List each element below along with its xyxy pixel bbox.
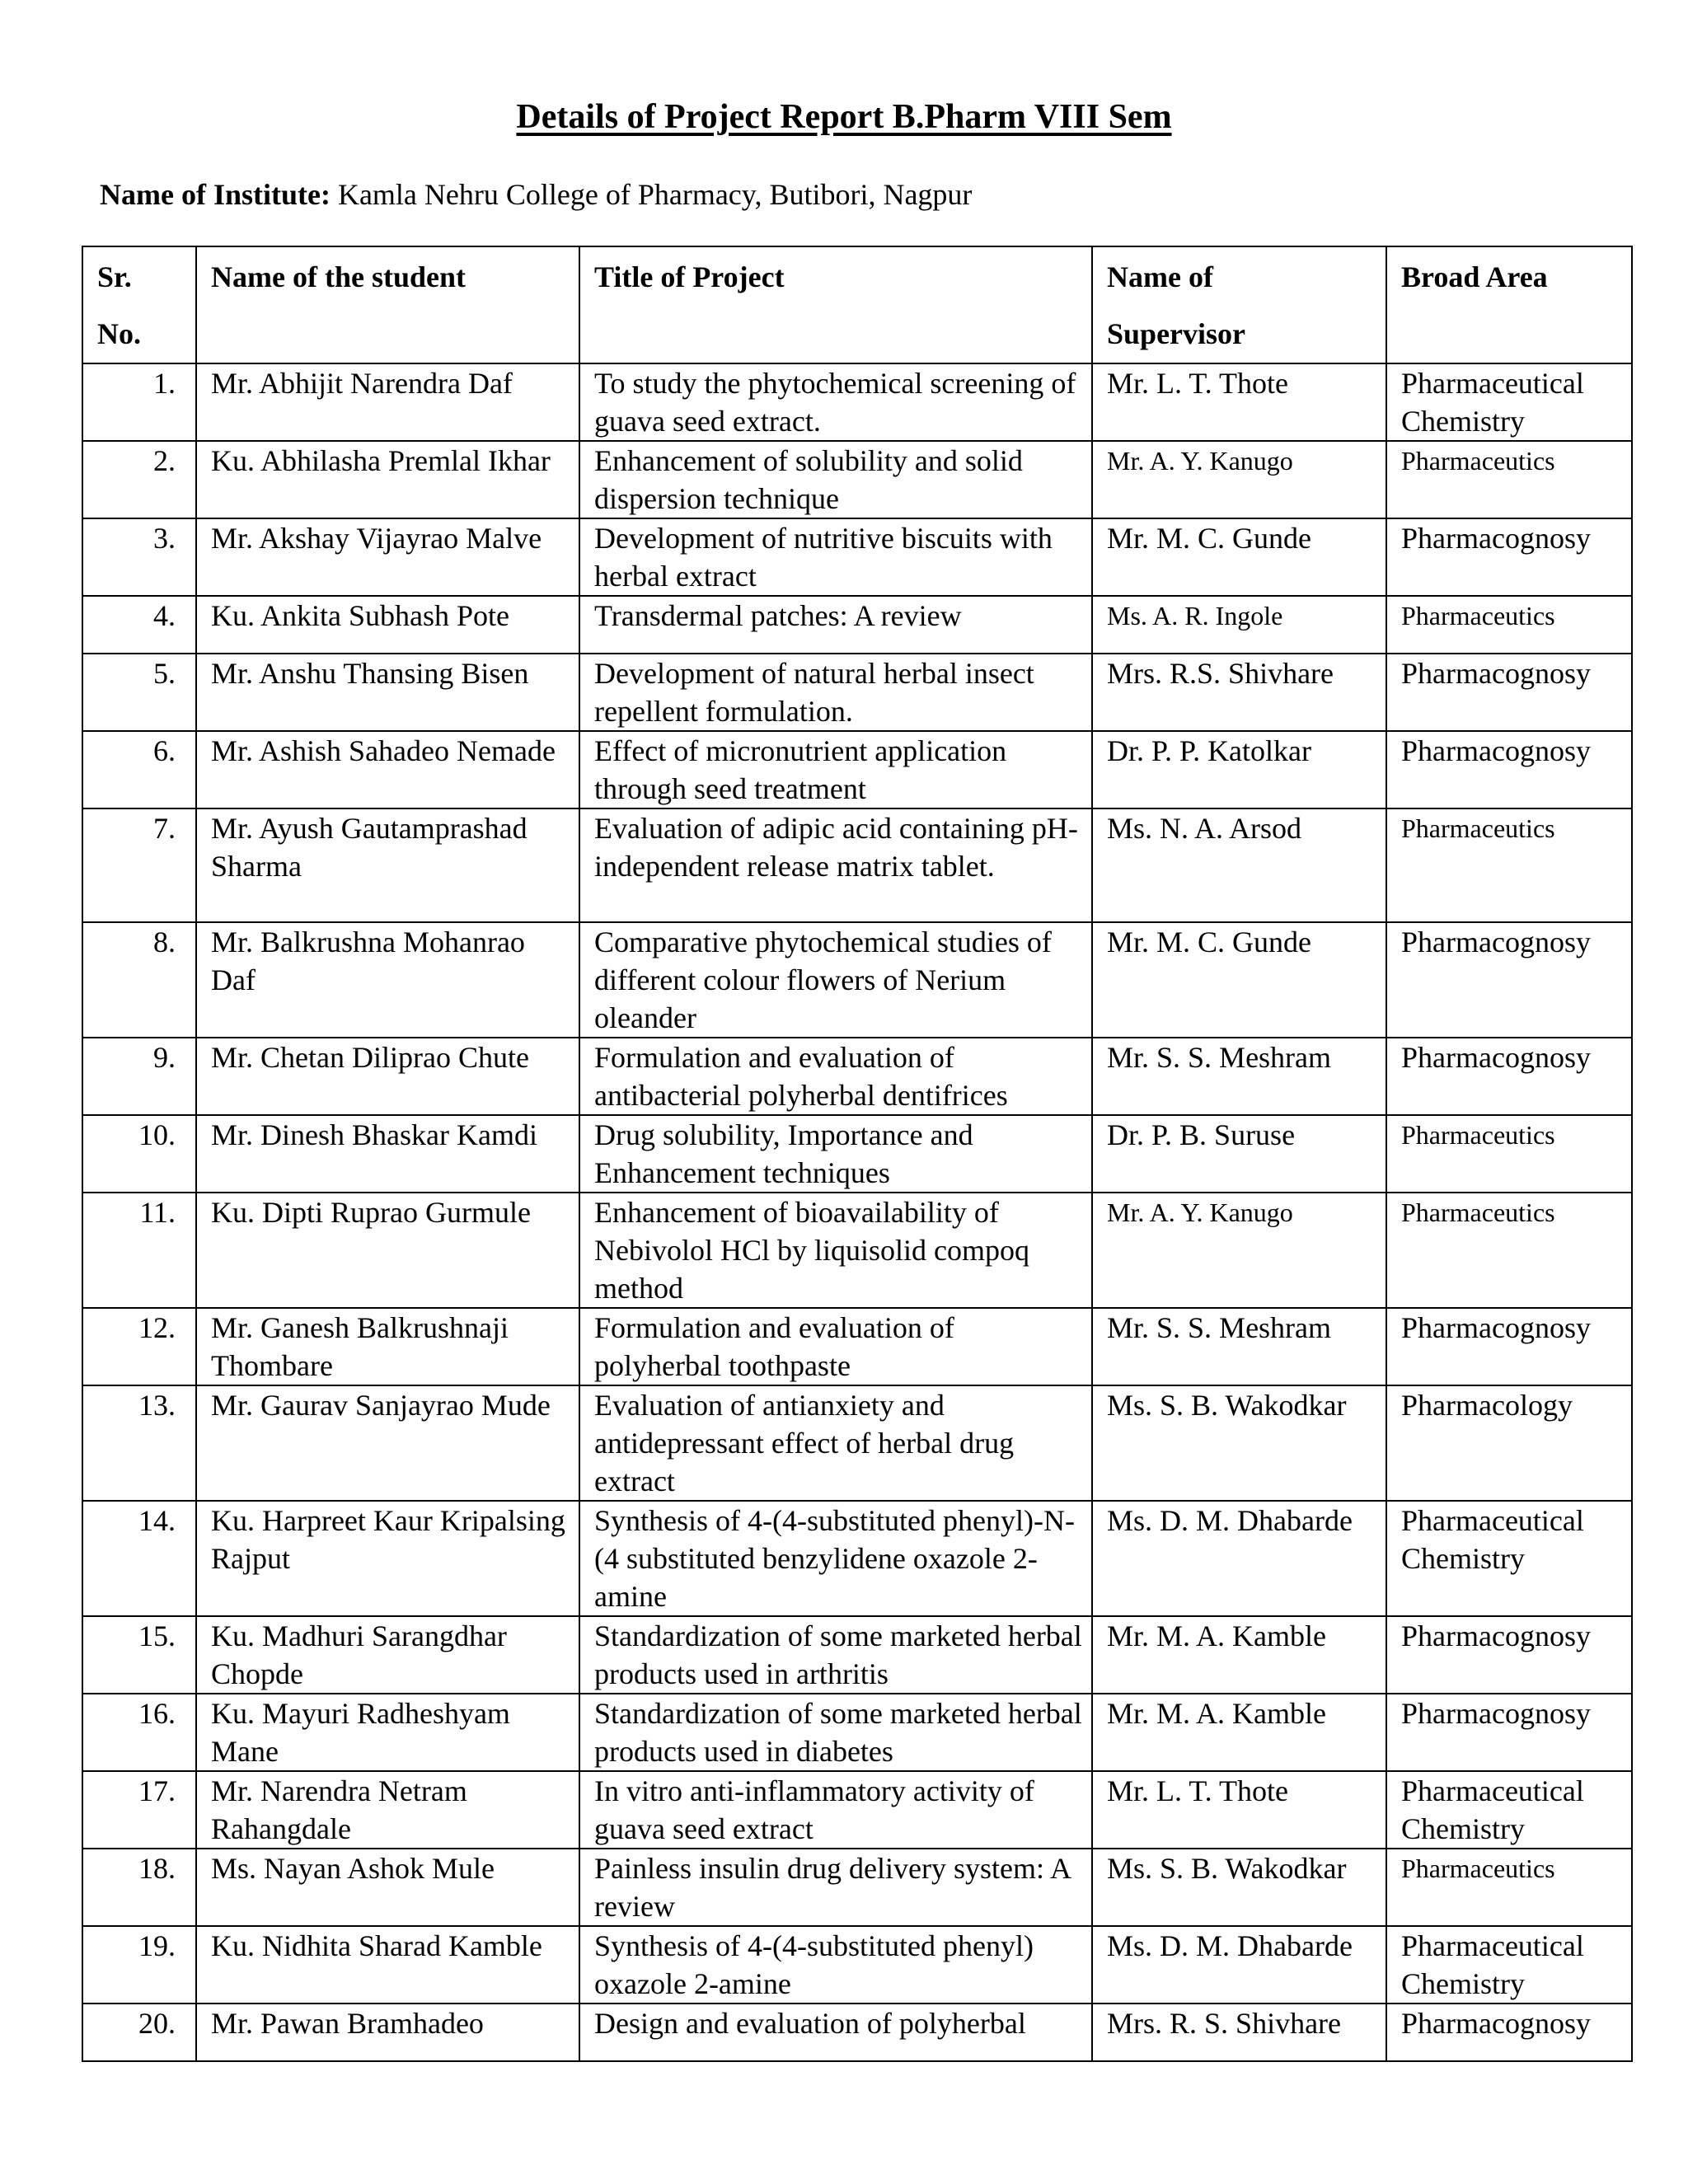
cell-broad-area: Pharmaceutics [1386,808,1632,922]
cell-sr-no: 13. [82,1385,196,1501]
cell-student-name: Mr. Balkrushna Mohanrao Daf [196,922,579,1038]
table-row [82,654,1632,731]
cell-student-name: Ku. Madhuri Sarangdhar Chopde [196,1616,579,1694]
cell-supervisor: Mr. S. S. Meshram [1092,1308,1386,1385]
cell-student-name: Ku. Ankita Subhash Pote [196,596,579,654]
institute-name: Kamla Nehru College of Pharmacy, Butibori, Nagpur [337,178,973,211]
cell-broad-area: Pharmaceutical Chemistry [1386,1501,1632,1616]
cell-supervisor: Mr. L. T. Thote [1092,1771,1386,1849]
table-row [82,1616,1632,1694]
cell-supervisor: Mr. A. Y. Kanugo [1092,441,1386,518]
cell-supervisor: Dr. P. B. Suruse [1092,1115,1386,1193]
table-row [82,1193,1632,1308]
table-row [82,808,1632,922]
cell-sr-no: 17. [82,1771,196,1849]
cell-broad-area: Pharmaceutics [1386,1849,1632,1926]
cell-supervisor: Ms. N. A. Arsod [1092,808,1386,922]
cell-student-name: Mr. Ayush Gautamprashad Sharma [196,808,579,922]
header-broad-area: Broad Area [1386,246,1632,363]
cell-supervisor: Ms. D. M. Dhabarde [1092,1501,1386,1616]
cell-supervisor: Mr. M. C. Gunde [1092,518,1386,596]
cell-supervisor: Mr. S. S. Meshram [1092,1038,1386,1115]
cell-broad-area: Pharmaceutical Chemistry [1386,1771,1632,1849]
cell-project-title: Synthesis of 4-(4-substituted phenyl) oxazole 2-amine [579,1926,1092,2004]
document-title: Details of Project Report B.Pharm VIII Sem [516,98,1172,136]
cell-broad-area: Pharmaceutical Chemistry [1386,1926,1632,2004]
cell-project-title: Standardization of some marketed herbal products used in diabetes [579,1694,1092,1771]
cell-supervisor: Mr. L. T. Thote [1092,363,1386,441]
cell-student-name: Mr. Ganesh Balkrushnaji Thombare [196,1308,579,1385]
cell-supervisor: Ms. S. B. Wakodkar [1092,1849,1386,1926]
cell-sr-no: 19. [82,1926,196,2004]
cell-broad-area: Pharmacognosy [1386,1038,1632,1115]
cell-student-name: Mr. Gaurav Sanjayrao Mude [196,1385,579,1501]
cell-student-name: Mr. Pawan Bramhadeo [196,2004,579,2061]
cell-project-title: Synthesis of 4-(4-substituted phenyl)-N- (4 substituted benzylidene oxazole 2-amine [579,1501,1092,1616]
cell-broad-area: Pharmacognosy [1386,1308,1632,1385]
table-row [82,1849,1632,1926]
cell-supervisor: Mr. M. A. Kamble [1092,1694,1386,1771]
cell-broad-area: Pharmacognosy [1386,1616,1632,1694]
cell-sr-no: 14. [82,1501,196,1616]
table-row [82,922,1632,1038]
cell-sr-no: 12. [82,1308,196,1385]
cell-project-title: Evaluation of adipic acid containing pH-independent release matrix tablet. [579,808,1092,922]
cell-broad-area: Pharmacognosy [1386,654,1632,731]
cell-sr-no: 9. [82,1038,196,1115]
cell-project-title: Design and evaluation of polyherbal [579,2004,1092,2061]
institute-label: Name of Institute: [100,178,331,211]
cell-student-name: Mr. Chetan Diliprao Chute [196,1038,579,1115]
cell-sr-no: 20. [82,2004,196,2061]
cell-broad-area: Pharmaceutical Chemistry [1386,363,1632,441]
cell-student-name: Mr. Akshay Vijayrao Malve [196,518,579,596]
table-row [82,1694,1632,1771]
cell-project-title: Formulation and evaluation of antibacterial polyherbal dentifrices [579,1038,1092,1115]
table-row [82,2004,1632,2061]
table-row [82,518,1632,596]
table-row [82,1926,1632,2004]
table-body [82,363,1632,2061]
cell-sr-no: 8. [82,922,196,1038]
cell-supervisor: Mr. A. Y. Kanugo [1092,1193,1386,1308]
cell-sr-no: 5. [82,654,196,731]
cell-project-title: To study the phytochemical screening of guava seed extract. [579,363,1092,441]
cell-broad-area: Pharmacognosy [1386,518,1632,596]
header-student-name: Name of the student [196,246,579,363]
cell-supervisor: Ms. A. R. Ingole [1092,596,1386,654]
cell-project-title: Formulation and evaluation of polyherbal toothpaste [579,1308,1092,1385]
cell-sr-no: 3. [82,518,196,596]
cell-sr-no: 18. [82,1849,196,1926]
cell-sr-no: 16. [82,1694,196,1771]
table-row [82,1308,1632,1385]
table-row [82,1385,1632,1501]
project-table [82,246,1633,2062]
cell-student-name: Ku. Nidhita Sharad Kamble [196,1926,579,2004]
cell-student-name: Mr. Anshu Thansing Bisen [196,654,579,731]
cell-broad-area: Pharmaceutics [1386,1115,1632,1193]
cell-project-title: Transdermal patches: A review [579,596,1092,654]
table-row [82,441,1632,518]
cell-project-title: In vitro anti-inflammatory activity of guava seed extract [579,1771,1092,1849]
table-row [82,1501,1632,1616]
cell-broad-area: Pharmacognosy [1386,731,1632,808]
cell-project-title: Standardization of some marketed herbal products used in arthritis [579,1616,1092,1694]
cell-project-title: Evaluation of antianxiety and antidepressant effect of herbal drug extract [579,1385,1092,1501]
cell-student-name: Ku. Dipti Ruprao Gurmule [196,1193,579,1308]
table-row [82,731,1632,808]
cell-sr-no: 2. [82,441,196,518]
cell-sr-no: 4. [82,596,196,654]
cell-student-name: Mr. Narendra Netram Rahangdale [196,1771,579,1849]
cell-student-name: Mr. Abhijit Narendra Daf [196,363,579,441]
cell-supervisor: Ms. D. M. Dhabarde [1092,1926,1386,2004]
table-header-row [82,246,1632,363]
cell-supervisor: Mr. M. A. Kamble [1092,1616,1386,1694]
cell-project-title: Effect of micronutrient application through seed treatment [579,731,1092,808]
cell-supervisor: Ms. S. B. Wakodkar [1092,1385,1386,1501]
table-row [82,1115,1632,1193]
cell-student-name: Mr. Dinesh Bhaskar Kamdi [196,1115,579,1193]
institute-line [100,177,972,212]
header-sr-no: Sr. No. [82,246,196,363]
cell-broad-area: Pharmacognosy [1386,922,1632,1038]
cell-supervisor: Mrs. R. S. Shivhare [1092,2004,1386,2061]
cell-supervisor: Mr. M. C. Gunde [1092,922,1386,1038]
table-row [82,1771,1632,1849]
cell-student-name: Mr. Ashish Sahadeo Nemade [196,731,579,808]
cell-sr-no: 7. [82,808,196,922]
table-row [82,596,1632,654]
cell-broad-area: Pharmacognosy [1386,1694,1632,1771]
table-row [82,1038,1632,1115]
cell-project-title: Painless insulin drug delivery system: A review [579,1849,1092,1926]
cell-project-title: Development of natural herbal insect repellent formulation. [579,654,1092,731]
cell-student-name: Ku. Abhilasha Premlal Ikhar [196,441,579,518]
cell-project-title: Drug solubility, Importance and Enhancement techniques [579,1115,1092,1193]
cell-sr-no: 11. [82,1193,196,1308]
cell-project-title: Comparative phytochemical studies of different colour flowers of Nerium oleander [579,922,1092,1038]
cell-project-title: Enhancement of solubility and solid dispersion technique [579,441,1092,518]
cell-student-name: Ku. Mayuri Radheshyam Mane [196,1694,579,1771]
header-supervisor: Name of Supervisor [1092,246,1386,363]
cell-project-title: Enhancement of bioavailability of Nebivolol HCl by liquisolid compoq method [579,1193,1092,1308]
cell-broad-area: Pharmaceutics [1386,441,1632,518]
cell-project-title: Development of nutritive biscuits with herbal extract [579,518,1092,596]
cell-sr-no: 1. [82,363,196,441]
header-project-title: Title of Project [579,246,1092,363]
cell-sr-no: 10. [82,1115,196,1193]
cell-broad-area: Pharmacognosy [1386,2004,1632,2061]
cell-sr-no: 6. [82,731,196,808]
cell-supervisor: Mrs. R.S. Shivhare [1092,654,1386,731]
cell-student-name: Ku. Harpreet Kaur Kripalsing Rajput [196,1501,579,1616]
cell-sr-no: 15. [82,1616,196,1694]
cell-student-name: Ms. Nayan Ashok Mule [196,1849,579,1926]
cell-supervisor: Dr. P. P. Katolkar [1092,731,1386,808]
cell-broad-area: Pharmacology [1386,1385,1632,1501]
cell-broad-area: Pharmaceutics [1386,1193,1632,1308]
cell-broad-area: Pharmaceutics [1386,596,1632,654]
table-row [82,363,1632,441]
